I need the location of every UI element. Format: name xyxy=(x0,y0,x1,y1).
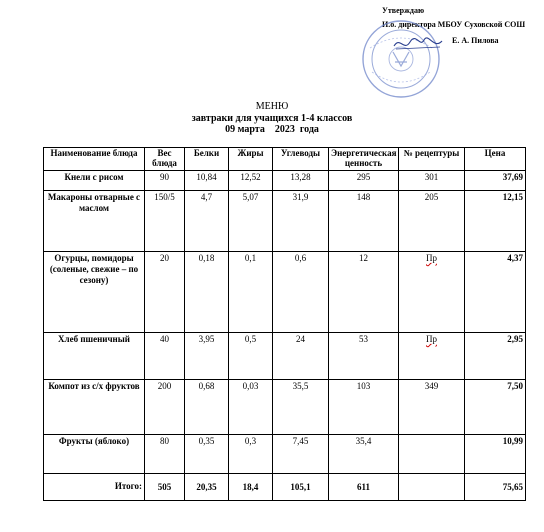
recipe-code: Пр xyxy=(426,252,437,263)
dish-name: Хлеб пшеничный xyxy=(44,332,145,379)
dish-energy: 295 xyxy=(329,170,399,190)
dish-carbs: 35,5 xyxy=(273,379,329,434)
dish-price: 12,15 xyxy=(465,190,526,251)
dish-energy: 53 xyxy=(329,332,399,379)
dish-fat: 0,3 xyxy=(229,434,273,473)
dish-recipe: 205 xyxy=(399,190,465,251)
dish-price: 7,50 xyxy=(465,379,526,434)
dish-carbs: 31,9 xyxy=(273,190,329,251)
dish-name: Макароны отварные с маслом xyxy=(44,190,145,251)
dish-fat: 0,1 xyxy=(229,251,273,332)
dish-carbs: 7,45 xyxy=(273,434,329,473)
menu-subtitle: завтраки для учащихся 1-4 классов xyxy=(191,112,353,124)
dish-protein: 4,7 xyxy=(185,190,229,251)
dish-energy: 12 xyxy=(329,251,399,332)
signature xyxy=(392,32,444,54)
total-carbs: 105,1 xyxy=(273,473,329,500)
total-label: Итого: xyxy=(44,473,145,500)
table-row xyxy=(44,434,526,473)
col-header-carbs: Углеводы xyxy=(273,148,329,171)
dish-weight: 20 xyxy=(145,251,185,332)
col-header-protein: Белки xyxy=(185,148,229,171)
col-header-fat: Жиры xyxy=(229,148,273,171)
dish-name: Кнели с рисом xyxy=(44,170,145,190)
dish-weight: 200 xyxy=(145,379,185,434)
dish-price: 2,95 xyxy=(465,332,526,379)
dish-price: 37,69 xyxy=(465,170,526,190)
total-fat: 18,4 xyxy=(229,473,273,500)
total-recipe xyxy=(399,473,465,500)
dish-protein: 10,84 xyxy=(185,170,229,190)
approval-title: Утверждаю xyxy=(382,6,425,15)
menu-title: МЕНЮ xyxy=(255,101,289,112)
dish-recipe: 301 xyxy=(399,170,465,190)
table-row xyxy=(44,332,526,379)
table-header-row xyxy=(44,148,526,171)
dish-protein: 3,95 xyxy=(185,332,229,379)
col-header-recipe: № рецептуры xyxy=(399,148,465,171)
dish-carbs: 0,6 xyxy=(273,251,329,332)
dish-price: 10,99 xyxy=(465,434,526,473)
dish-name: Компот из с/х фруктов xyxy=(44,379,145,434)
menu-table xyxy=(43,147,526,501)
dish-weight: 80 xyxy=(145,434,185,473)
col-header-price: Цена xyxy=(465,148,526,171)
dish-recipe: 349 xyxy=(399,379,465,434)
table-row xyxy=(44,190,526,251)
table-row xyxy=(44,251,526,332)
recipe-code: Пр xyxy=(426,333,437,344)
table-row xyxy=(44,170,526,190)
menu-date: 09 марта 2023 года xyxy=(225,124,319,135)
dish-weight: 150/5 xyxy=(145,190,185,251)
dish-recipe xyxy=(399,332,465,379)
col-header-energy: Энергетическая ценность xyxy=(329,148,399,171)
total-price: 75,65 xyxy=(465,473,526,500)
dish-protein: 0,68 xyxy=(185,379,229,434)
dish-energy: 35,4 xyxy=(329,434,399,473)
dish-fat: 0,5 xyxy=(229,332,273,379)
dish-name: Фрукты (яблоко) xyxy=(44,434,145,473)
table-row xyxy=(44,379,526,434)
dish-fat: 5,07 xyxy=(229,190,273,251)
dish-carbs: 13,28 xyxy=(273,170,329,190)
dish-energy: 103 xyxy=(329,379,399,434)
dish-name: Огурцы, помидоры (соленые, свежие – по сезону) xyxy=(44,251,145,332)
dish-energy: 148 xyxy=(329,190,399,251)
col-header-name: Наименование блюда xyxy=(44,148,145,171)
dish-recipe xyxy=(399,251,465,332)
dish-fat: 0,03 xyxy=(229,379,273,434)
dish-weight: 40 xyxy=(145,332,185,379)
dish-price: 4,37 xyxy=(465,251,526,332)
menu-header xyxy=(0,101,544,136)
total-row xyxy=(44,473,526,500)
dish-protein: 0,18 xyxy=(185,251,229,332)
col-header-weight: Вес блюда xyxy=(145,148,185,171)
dish-recipe xyxy=(399,434,465,473)
dish-weight: 90 xyxy=(145,170,185,190)
total-energy: 611 xyxy=(329,473,399,500)
dish-fat: 12,52 xyxy=(229,170,273,190)
approval-name: Е. А. Пилова xyxy=(452,36,499,45)
approval-position: И.о. директора МБОУ Суховской СОШ xyxy=(382,20,526,29)
total-protein: 20,35 xyxy=(185,473,229,500)
total-weight: 505 xyxy=(145,473,185,500)
dish-carbs: 24 xyxy=(273,332,329,379)
stamp-seal xyxy=(360,18,442,100)
dish-protein: 0,35 xyxy=(185,434,229,473)
